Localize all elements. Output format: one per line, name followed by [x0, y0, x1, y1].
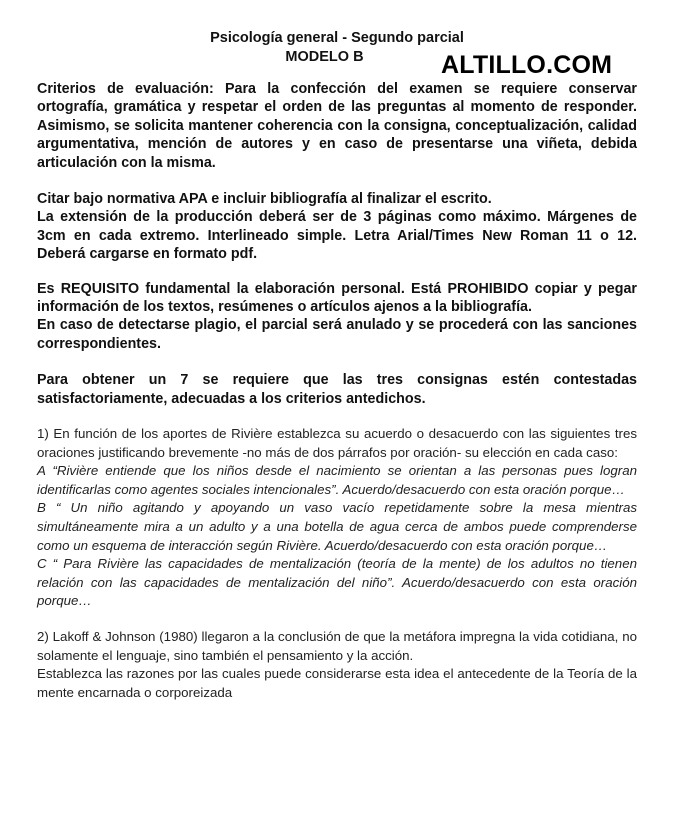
requirement-paragraph: Es REQUISITO fundamental la elaboración personal. Está PROHIBIDO copiar y pegar información de los textos, resúmenes o artículos ajenos a la bibliografía.: [37, 280, 637, 316]
exam-title: Psicología general - Segundo parcial: [210, 30, 464, 46]
question-1-intro: 1) En función de los aportes de Rivière establezca su acuerdo o desacuerdo con las siguientes tres oraciones justificando brevemente -no más de dos párrafos por oración- su elección en cada caso:: [37, 426, 637, 460]
question-1-statement-a: A “Rivière entiende que los niños desde el nacimiento se orientan a las personas pues logran identificarlas como agentes sociales intencionales”. Acuerdo/desacuerdo con esta oración porque…: [37, 463, 637, 497]
altillo-watermark: ALTILLO.COM: [441, 51, 613, 79]
format-instruction: La extensión de la producción deberá ser de 3 páginas como máximo. Márgenes de 3cm en cada extremo. Interlineado simple. Letra Arial/Times New Roman 11 o 12. Deberá cargarse en formato pdf.: [37, 209, 637, 263]
question-2-context: 2) Lakoff & Johnson (1980) llegaron a la conclusión de que la metáfora impregna la vida cotidiana, no solamente el lenguaje, sino también el pensamiento y la acción.: [37, 629, 637, 663]
evaluation-criteria: Criterios de evaluación: Para la confección del examen se requiere conservar ortografía, gramática y respetar el orden de las preguntas al momento de responder. Asimismo, se solicita mantener coherencia con la consigna, conceptualización, calidad argumentativa, mención de autores y en caso de presentarse una viñeta, debida articulación con la misma.: [37, 81, 637, 171]
citation-instruction: Citar bajo normativa APA e incluir bibliografía al finalizar el escrito.: [37, 191, 492, 208]
plagiarism-warning: En caso de detectarse plagio, el parcial será anulado y se procederá con las sanciones correspondientes.: [37, 317, 637, 352]
question-1-statement-b: B “ Un niño agitando y apoyando un vaso vacío repetidamente sobre la mesa mientras simultáneamente mira a un adulto y a una botella de agua cerca de ambos puede comprenderse como un esquema de interacción según Rivière. Acuerdo/desacuerdo con esta oración porque…: [37, 500, 637, 553]
question-2-task: Establezca las razones por las cuales puede considerarse esta idea el antecedente de la Teoría de la mente encarnada o corporeizada: [37, 666, 637, 700]
exam-page: [37, 30, 637, 702]
exam-header: [37, 30, 637, 80]
grading-note: Para obtener un 7 se requiere que las tres consignas estén contestadas satisfactoriamente, adecuadas a los criterios antedichos.: [37, 372, 637, 407]
question-1-statement-c: C “ Para Rivière las capacidades de mentalización (teoría de la mente) de los adultos no tienen relación con las capacidades de mentalización del niño”. Acuerdo/desacuerdo con esta oración porque…: [37, 556, 637, 609]
exam-model: MODELO B: [285, 49, 364, 65]
